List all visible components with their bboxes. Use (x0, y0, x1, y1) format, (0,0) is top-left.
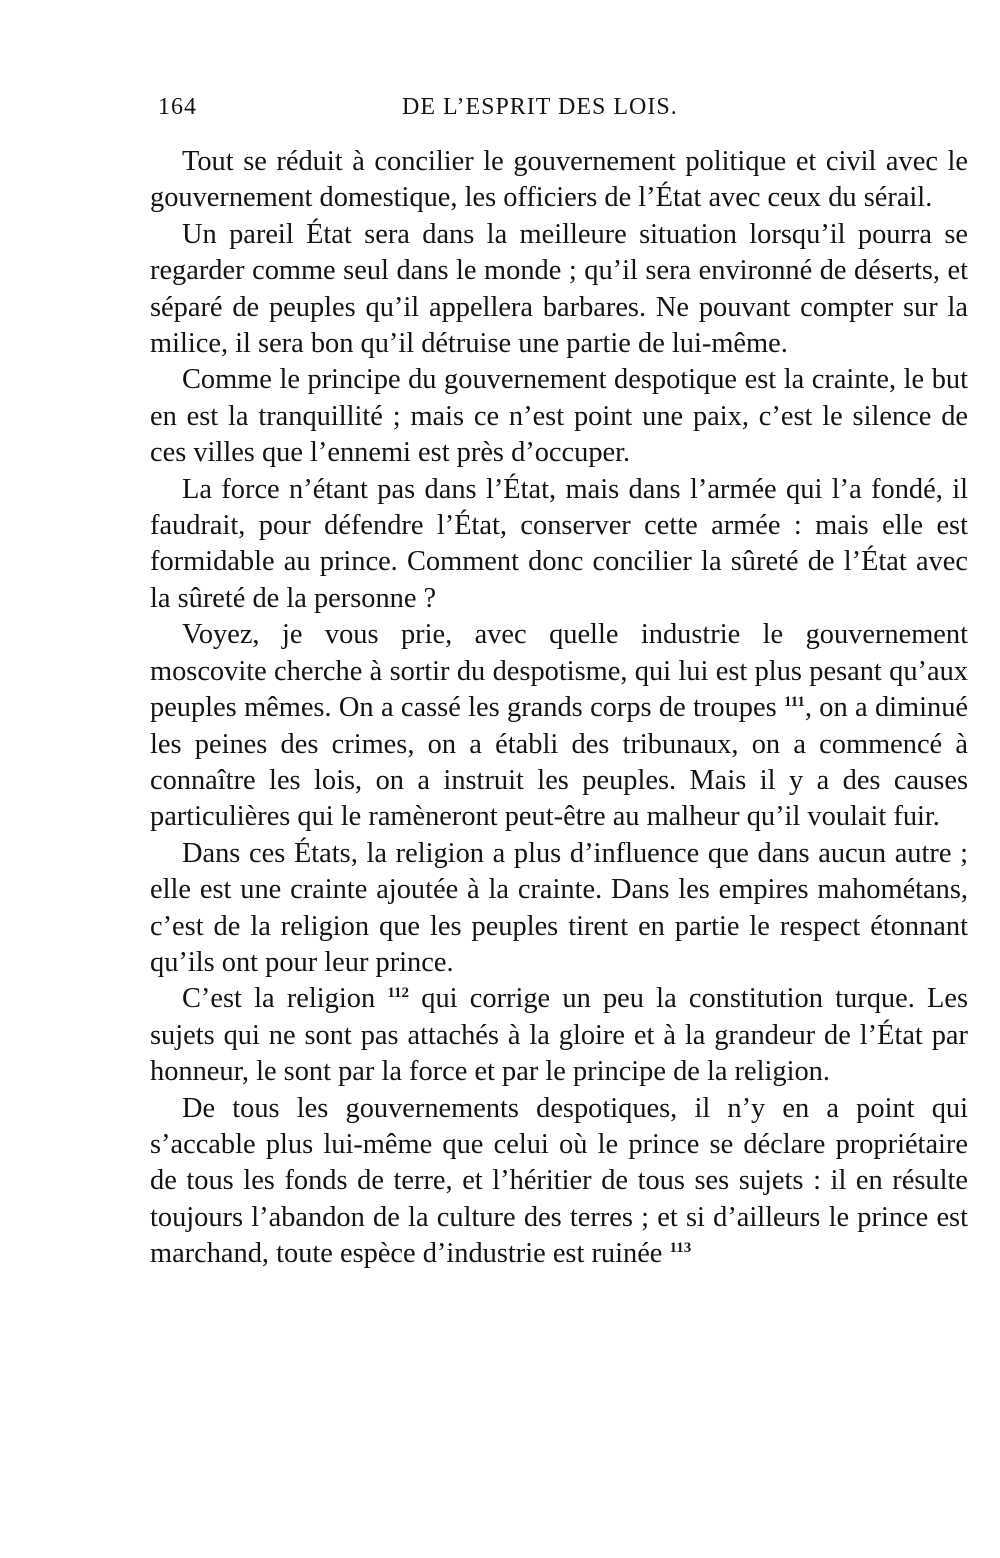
paragraph-8 (150, 1091, 968, 1273)
paragraph-4 (150, 472, 968, 618)
paragraph-5-text-before: Voyez, je vous prie, avec quelle industrie le gouvernement moscovite cherche à sortir du despotisme, qui lui est plus pesant qu’aux peuples mêmes. On a cassé les grands corps de troupes (150, 619, 968, 724)
paragraph-3 (150, 362, 968, 471)
footnote-reference-112: 112 (387, 985, 410, 1002)
paragraph-7-text-after: qui corrige un peu la constitution turque. Les sujets qui ne sont pas attachés à la gloire et à la grandeur de l’État par honneur, le sont par la force et par le principe de la religion. (150, 983, 968, 1088)
running-title: DE L’ESPRIT DES LOIS. (402, 94, 678, 120)
body-text (150, 144, 968, 1273)
paragraph-1 (150, 144, 968, 217)
paragraph-3-text: Comme le principe du gouvernement despotique est la crainte, le but en est la tranquillité ; mais ce n’est point une paix, c’est le silence de ces villes que l’ennemi est près d’occuper. (150, 364, 968, 469)
paragraph-5-text-after: , on a diminué les peines des crimes, on a établi des tribunaux, on a commencé à connaître les lois, on a instruit les peuples. Mais il y a des causes particulières qui le ramèneront peut-être au malheur qu’il voulait fuir. (150, 692, 968, 833)
paragraph-6 (150, 836, 968, 982)
paragraph-5 (150, 617, 968, 835)
paragraph-7-text-before: C’est la religion (182, 983, 388, 1015)
footnote-reference-113: 113 (669, 1240, 692, 1257)
paragraph-7 (150, 981, 968, 1090)
page-number: 164 (158, 94, 197, 120)
page-header (158, 94, 718, 128)
paragraph-2 (150, 217, 968, 363)
paragraph-4-text: La force n’étant pas dans l’État, mais dans l’armée qui l’a fondé, il faudrait, pour défendre l’État, conserver cette armée : mais elle est formidable au prince. Comment donc concilier la sûreté de l’État avec la sûreté de la personne ? (150, 473, 968, 614)
paragraph-1-text: Tout se réduit à concilier le gouvernement politique et civil avec le gouvernement domestique, les officiers de l’État avec ceux du sérail. (150, 146, 968, 214)
footnote-reference-111: 111 (783, 694, 805, 711)
paragraph-8-text-before: De tous les gouvernements despotiques, il n’y en a point qui s’accable plus lui-même que celui où le prince se déclare propriétaire de tous les fonds de terre, et l’héritier de tous ses sujets : il en résulte toujours l’abandon de la culture des terres ; et si d’ailleurs le prince est marchand, toute espèce d’industrie est ruinée (150, 1092, 968, 1270)
paragraph-6-text: Dans ces États, la religion a plus d’influence que dans aucun autre ; elle est une crainte ajoutée à la crainte. Dans les empires mahométans, c’est de la religion que les peuples tirent en partie le respect étonnant qu’ils ont pour leur prince. (150, 837, 968, 978)
paragraph-2-text: Un pareil État sera dans la meilleure situation lorsqu’il pourra se regarder comme seul dans le monde ; qu’il sera environné de déserts, et séparé de peuples qu’il appellera barbares. Ne pouvant compter sur la milice, il sera bon qu’il détruise une partie de lui-même. (150, 218, 968, 360)
